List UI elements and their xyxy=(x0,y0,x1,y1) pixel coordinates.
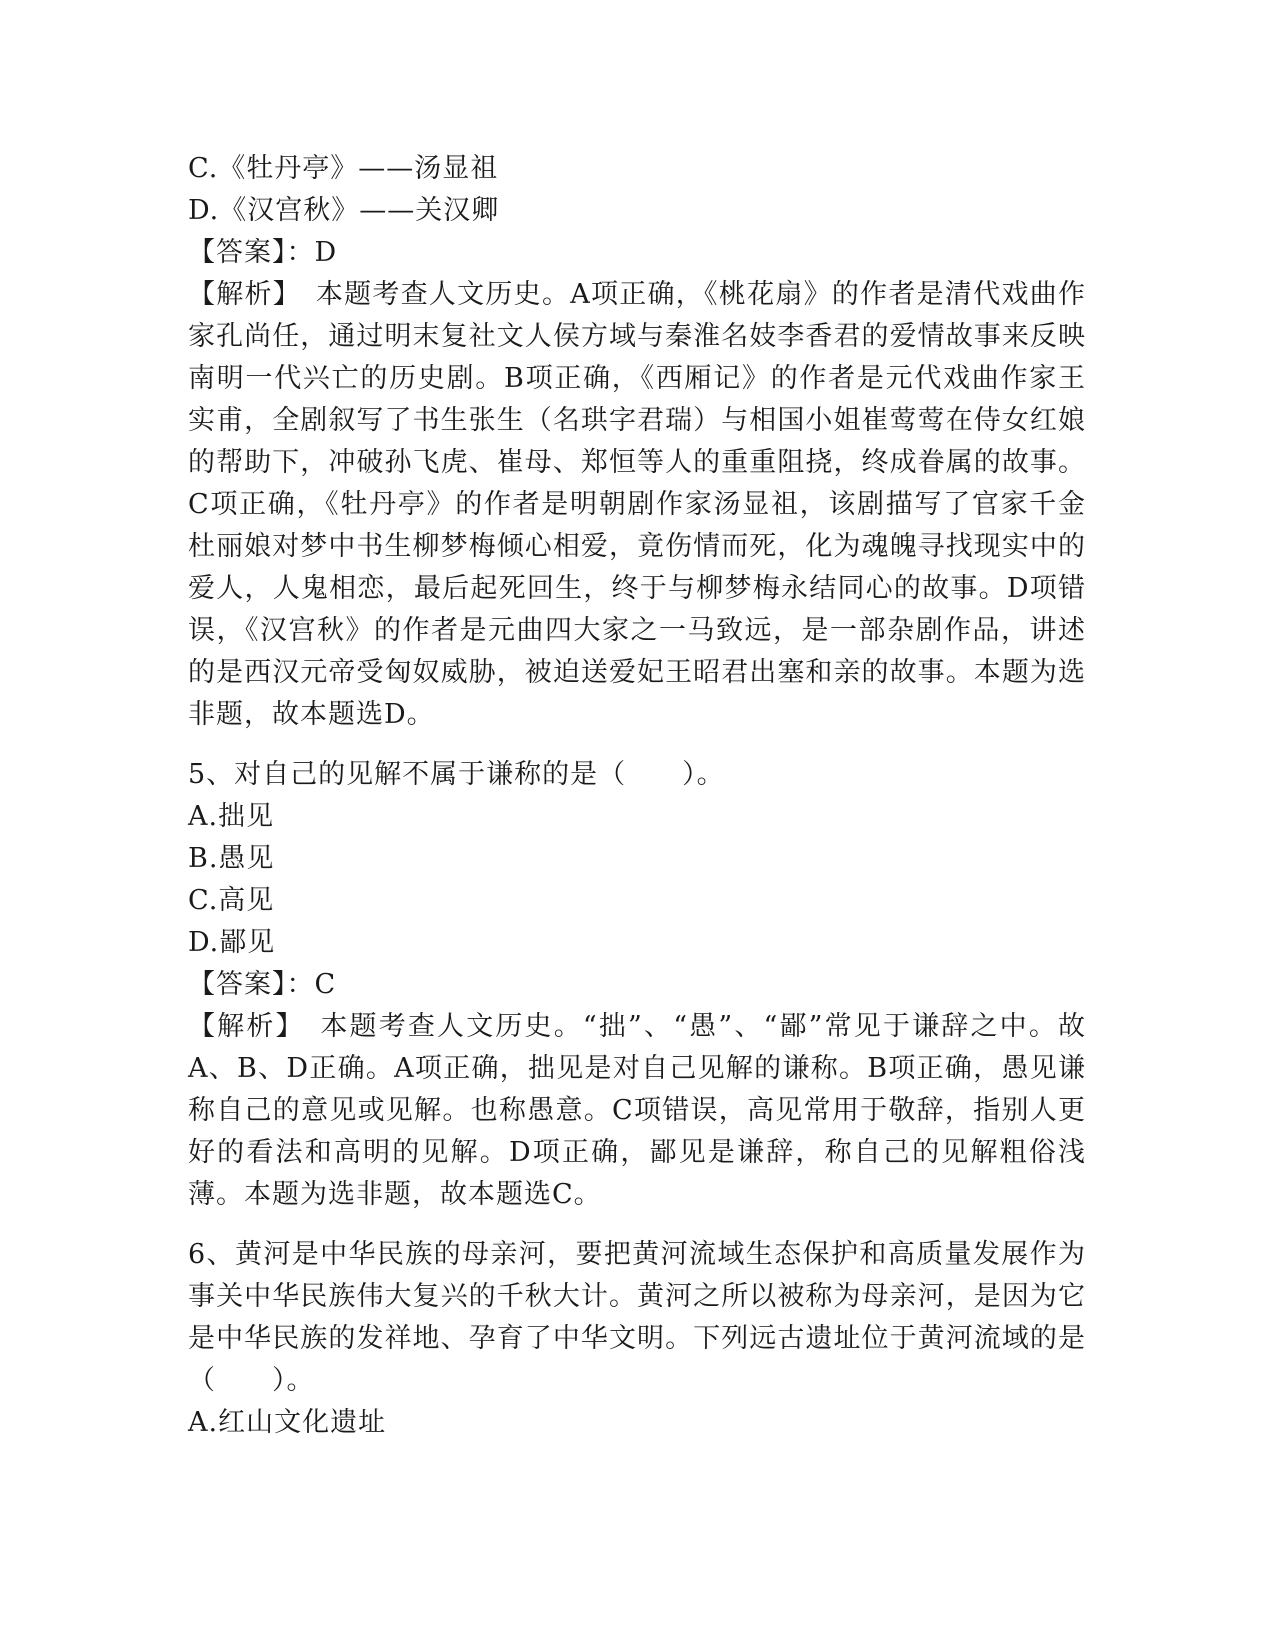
q5-analysis: 【解析】 本题考查人文历史。“拙”、“愚”、“鄙”常见于谦辞之中。故A、B、D正确。A项正确，拙见是对自己见解的谦称。B项正确，愚见谦称自己的意见或见解。也称愚意。C项错误，高见常用于敬辞，指别人更好的看法和高明的见解。D项正确，鄙见是谦辞，称自己的见解粗俗浅薄。本题为选非题，故本题选C。 xyxy=(188,1011,1086,1210)
q5-question: 5、对自己的见解不属于谦称的是（ ）。 xyxy=(188,759,725,790)
q4-analysis: 【解析】 本题考查人文历史。A项正确，《桃花扇》的作者是清代戏曲作家孔尚任，通过明末复社文人侯方域与秦淮名妓李香君的爱情故事来反映南明一代兴亡的历史剧。B项正确，《西厢记》的作者是元代戏曲作家王实甫，全剧叙写了书生张生（名珙字君瑞）与相国小姐崔莺莺在侍女红娘的帮助下，冲破孙飞虎、崔母、郑恒等人的重重阻挠，终成眷属的故事。C项正确，《牡丹亭》的作者是明朝剧作家汤显祖，该剧描写了官家千金杜丽娘对梦中书生柳梦梅倾心相爱，竟伤情而死，化为魂魄寻找现实中的爱人，人鬼相恋，最后起死回生，终于与柳梦梅永结同心的故事。D项错误，《汉宫秋》的作者是元曲四大家之一马致远，是一部杂剧作品，讲述的是西汉元帝受匈奴威胁，被迫送爱妃王昭君出塞和亲的故事。本题为选非题，故本题选D。 xyxy=(188,279,1086,730)
q5-option-a: A.拙见 xyxy=(188,801,275,832)
q6-option-a: A.红山文化遗址 xyxy=(188,1407,387,1438)
document-page xyxy=(188,148,1088,1444)
q5-option-c: C.高见 xyxy=(188,885,275,916)
q5-option-d: D.鄙见 xyxy=(188,927,276,958)
q5-option-b: B.愚见 xyxy=(188,843,275,874)
q5-answer: 【答案】：C xyxy=(188,969,337,1000)
q4-option-c: C.《牡丹亭》——汤显祖 xyxy=(188,153,499,184)
q6-question: 6、黄河是中华民族的母亲河，要把黄河流域生态保护和高质量发展作为事关中华民族伟大复兴的千秋大计。黄河之所以被称为母亲河，是因为它是中华民族的发祥地、孕育了中华文明。下列远古遗址位于黄河流域的是（ ）。 xyxy=(188,1239,1086,1396)
q4-answer: 【答案】：D xyxy=(188,237,338,268)
q4-option-d: D.《汉宫秋》——关汉卿 xyxy=(188,195,500,226)
